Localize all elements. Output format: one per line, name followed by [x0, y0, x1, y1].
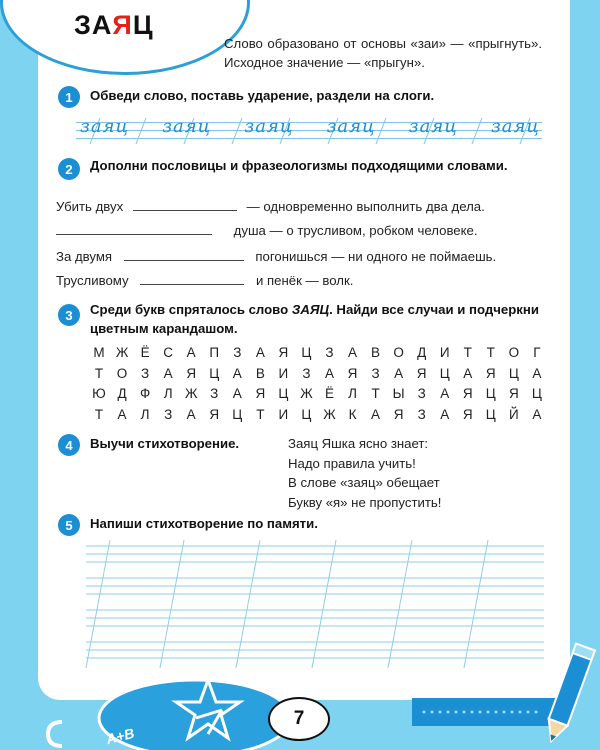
- grid-letter[interactable]: Ц: [301, 345, 312, 360]
- grid-letter[interactable]: Ц: [439, 365, 450, 381]
- grid-letter[interactable]: Я: [255, 386, 266, 401]
- grid-letter[interactable]: Ю: [92, 386, 106, 401]
- letter-row: [92, 384, 544, 405]
- poem-line: В слове «заяц» обещает: [288, 475, 440, 490]
- traced-word[interactable]: заяц: [80, 116, 130, 137]
- grid-letter[interactable]: Г: [533, 345, 541, 360]
- proverb-3: За двумя погонишься — ни одного не поймаешь.: [56, 249, 497, 264]
- pencil-icon: [538, 640, 598, 750]
- grid-letter[interactable]: Д: [117, 386, 127, 401]
- grid-letter[interactable]: З: [325, 345, 334, 360]
- task-number: 3: [58, 304, 80, 326]
- grid-letter[interactable]: З: [141, 365, 150, 381]
- traced-word[interactable]: заяц: [408, 116, 458, 137]
- grid-letter[interactable]: В: [371, 345, 381, 360]
- letter-row: [92, 364, 544, 385]
- grid-letter[interactable]: Л: [140, 406, 150, 422]
- grid-letter[interactable]: А: [186, 406, 196, 422]
- grid-letter[interactable]: Я: [347, 365, 358, 381]
- grid-letter[interactable]: Я: [485, 365, 496, 381]
- grid-letter[interactable]: З: [302, 365, 311, 381]
- grid-letter[interactable]: С: [163, 345, 174, 360]
- grid-letter[interactable]: М: [93, 345, 105, 360]
- writing-area[interactable]: [72, 540, 544, 668]
- grid-letter[interactable]: Ц: [531, 386, 542, 401]
- task-number: 4: [58, 434, 80, 456]
- proverb-4: Трусливому и пенёк — волк.: [56, 273, 354, 288]
- grid-letter[interactable]: П: [209, 345, 220, 360]
- grid-letter[interactable]: О: [393, 345, 404, 360]
- task-number: 5: [58, 514, 80, 536]
- grid-letter[interactable]: Ц: [278, 386, 289, 401]
- answer-blank[interactable]: [124, 249, 244, 261]
- answer-blank[interactable]: [133, 199, 237, 211]
- grid-letter[interactable]: А: [463, 365, 473, 381]
- grid-letter[interactable]: А: [440, 406, 450, 422]
- grid-letter[interactable]: Ж: [323, 406, 336, 422]
- grid-letter[interactable]: А: [232, 386, 242, 401]
- grid-letter[interactable]: З: [417, 406, 426, 422]
- traced-word[interactable]: заяц: [326, 116, 376, 137]
- grid-letter[interactable]: Я: [508, 386, 519, 401]
- task-4-text: Выучи стихотворение.: [90, 436, 240, 451]
- poem: [288, 434, 441, 512]
- grid-letter[interactable]: Й: [508, 406, 519, 422]
- grid-letter[interactable]: Д: [417, 345, 427, 360]
- page-title: ЗАЯЦ: [74, 10, 154, 40]
- task-number: 2: [58, 158, 80, 180]
- grid-letter[interactable]: И: [278, 406, 289, 422]
- answer-blank[interactable]: [140, 273, 244, 285]
- task-5-text: Напиши стихотворение по памяти.: [90, 516, 318, 531]
- grid-letter[interactable]: Ж: [184, 386, 198, 401]
- grid-letter[interactable]: Я: [416, 365, 427, 381]
- grid-letter[interactable]: Я: [278, 345, 289, 360]
- grid-letter[interactable]: Ц: [485, 386, 496, 401]
- traced-word[interactable]: заяц: [162, 116, 212, 137]
- grid-letter[interactable]: О: [116, 365, 128, 381]
- grid-letter[interactable]: А: [532, 406, 542, 422]
- grid-letter[interactable]: А: [117, 406, 127, 422]
- letter-grid: [92, 343, 544, 425]
- grid-letter[interactable]: Т: [486, 345, 495, 360]
- grid-letter[interactable]: Я: [462, 406, 473, 422]
- grid-letter[interactable]: А: [348, 345, 358, 360]
- grid-letter[interactable]: Т: [94, 406, 104, 422]
- grid-letter[interactable]: Т: [463, 345, 472, 360]
- grid-letter[interactable]: З: [233, 345, 242, 360]
- traced-word[interactable]: заяц: [244, 116, 294, 137]
- task-3-text: Среди букв спряталось слово ЗАЯЦ. Найди все случаи и подчеркни цветным карандашом.: [90, 302, 539, 336]
- grid-letter[interactable]: Ц: [485, 406, 496, 422]
- grid-letter[interactable]: Л: [163, 386, 173, 401]
- grid-letter[interactable]: И: [439, 345, 450, 360]
- letter-row: [92, 405, 544, 426]
- grid-letter[interactable]: А: [532, 365, 542, 381]
- poem-line: Заяц Яшка ясно знает:: [288, 436, 429, 451]
- grid-letter[interactable]: Ж: [300, 386, 313, 401]
- grid-letter[interactable]: А: [255, 345, 265, 360]
- grid-letter[interactable]: З: [417, 386, 426, 401]
- grid-letter[interactable]: Ё: [324, 386, 334, 401]
- grid-letter[interactable]: Т: [256, 406, 265, 422]
- grid-letter[interactable]: З: [371, 365, 380, 381]
- task-1-text: Обведи слово, поставь ударение, раздели на слоги.: [90, 88, 435, 103]
- grid-letter[interactable]: А: [440, 386, 450, 401]
- grid-letter[interactable]: А: [186, 345, 196, 360]
- grid-letter[interactable]: Ц: [209, 365, 220, 381]
- grid-letter[interactable]: Ж: [115, 345, 129, 360]
- handwriting-words: [80, 116, 540, 142]
- grid-letter[interactable]: В: [255, 365, 265, 381]
- task-number: 1: [58, 86, 80, 108]
- grid-letter[interactable]: Я: [393, 406, 404, 422]
- grid-letter[interactable]: А: [232, 365, 242, 381]
- grid-letter[interactable]: Ц: [232, 406, 243, 422]
- poem-line: Надо правила учить!: [288, 455, 416, 471]
- proverb-1: Убить двух — одновременно выполнить два дела.: [56, 199, 485, 214]
- grid-letter[interactable]: Ц: [508, 365, 519, 381]
- answer-blank[interactable]: [56, 223, 212, 235]
- grid-letter[interactable]: А: [163, 365, 173, 381]
- grid-letter[interactable]: А: [371, 406, 381, 422]
- grid-letter[interactable]: Ы: [392, 386, 405, 401]
- grid-letter[interactable]: Т: [94, 365, 104, 381]
- grid-letter[interactable]: А: [394, 365, 404, 381]
- grid-letter[interactable]: З: [164, 406, 173, 422]
- grid-letter[interactable]: Я: [462, 386, 473, 401]
- grid-letter[interactable]: Ф: [139, 386, 151, 401]
- grid-letter[interactable]: А: [324, 365, 334, 381]
- grid-letter[interactable]: Ё: [140, 345, 150, 360]
- grid-letter[interactable]: З: [210, 386, 219, 401]
- traced-word[interactable]: заяц: [490, 116, 540, 137]
- intro-text: Слово образовано от основы «заи» — «прыгнуть». Исходное значение — «прыгун».: [224, 36, 542, 70]
- page-number: 7: [268, 697, 330, 741]
- grid-letter[interactable]: Т: [371, 386, 380, 401]
- grid-letter[interactable]: Я: [186, 365, 197, 381]
- grid-letter[interactable]: О: [508, 345, 520, 360]
- poem-line: Букву «я» не пропустить!: [288, 494, 442, 510]
- grid-letter[interactable]: К: [348, 406, 357, 422]
- grid-letter[interactable]: Л: [348, 386, 357, 401]
- proverb-2: душа — о трусливом, робком человеке.: [56, 222, 478, 240]
- grid-letter[interactable]: Ц: [301, 406, 312, 422]
- task-2-text: Дополни пословицы и фразеологизмы подходящими словами.: [90, 158, 508, 173]
- grid-letter[interactable]: Я: [209, 406, 220, 422]
- letter-row: [92, 343, 544, 364]
- grid-letter[interactable]: И: [278, 365, 289, 381]
- ab-label: А+В: [104, 724, 136, 748]
